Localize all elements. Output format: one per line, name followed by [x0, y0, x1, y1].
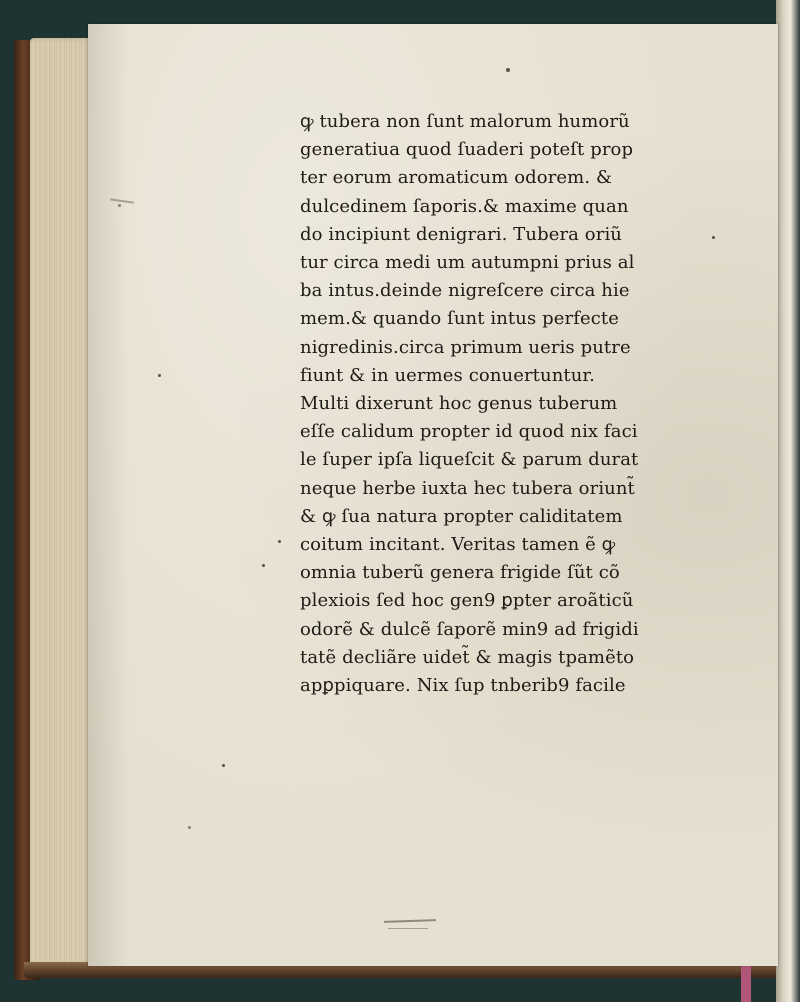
- text-line: coitum incitant. Veritas tamen ẽ ꝙ: [300, 534, 616, 556]
- text-line: plexiois ſed hoc gen9 ꝑpter aroãticũ: [300, 590, 634, 612]
- paper-speck: [506, 68, 510, 72]
- text-line: ba intus.deinde nigreſcere circa hie: [300, 280, 630, 302]
- text-line: nigredinis.circa primum ueris putre: [300, 336, 631, 358]
- text-line: fiunt & in uermes conuertuntur.: [300, 364, 595, 386]
- paper-speck: [118, 204, 121, 207]
- bottom-pen-mark: [384, 919, 436, 923]
- text-line: le ſuper ipſa liqueſcit & parum durat: [300, 449, 639, 471]
- text-line: ꝙ tubera non ſunt malorum humorũ: [300, 111, 630, 132]
- text-line: do incipiunt denigrari. Tubera oriũ: [300, 223, 622, 245]
- text-line: Multi dixerunt hoc genus tuberum: [300, 393, 618, 415]
- facing-page-edge: [776, 0, 800, 1002]
- paper-speck: [222, 764, 225, 767]
- bottom-pen-mark: [388, 928, 428, 929]
- text-line: generatiua quod ſuaderi poteſt prop: [300, 139, 634, 161]
- page-fore-edge: [30, 38, 92, 976]
- text-line: mem.& quando ſunt intus perfecte: [300, 308, 619, 330]
- paper-speck: [158, 374, 161, 377]
- text-line: apꝑpiquare. Nix ſup tnberib9 facile: [300, 675, 626, 697]
- text-line: & ꝙ ſua natura propter caliditatem: [300, 505, 623, 527]
- text-line: ter eorum aromaticum odorem. &: [300, 167, 613, 189]
- paper-speck: [262, 564, 265, 567]
- paper-speck: [188, 826, 191, 829]
- paper-speck: [278, 540, 281, 543]
- text-line: dulcedinem ſaporis.& maxime quan: [300, 195, 629, 217]
- text-block: [300, 108, 660, 700]
- text-line: neque herbe iuxta hec tubera oriunt̃: [300, 477, 635, 499]
- text-line: eſſe calidum propter id quod nix faci: [300, 421, 638, 443]
- text-line: tur circa medi um autumpni prius al: [300, 252, 635, 274]
- ribbon-bookmark: [741, 966, 751, 1002]
- margin-mark: [110, 198, 134, 203]
- text-line: omnia tuberũ genera frigide ſũt cõ: [300, 562, 620, 584]
- paper-speck: [712, 236, 715, 239]
- text-line: odorẽ & dulcẽ ſaporẽ min9 ad frigidi: [300, 618, 639, 640]
- manuscript-page: [88, 24, 778, 966]
- text-line: tatẽ decliãre uidet̃ & magis tpamẽto: [300, 646, 635, 668]
